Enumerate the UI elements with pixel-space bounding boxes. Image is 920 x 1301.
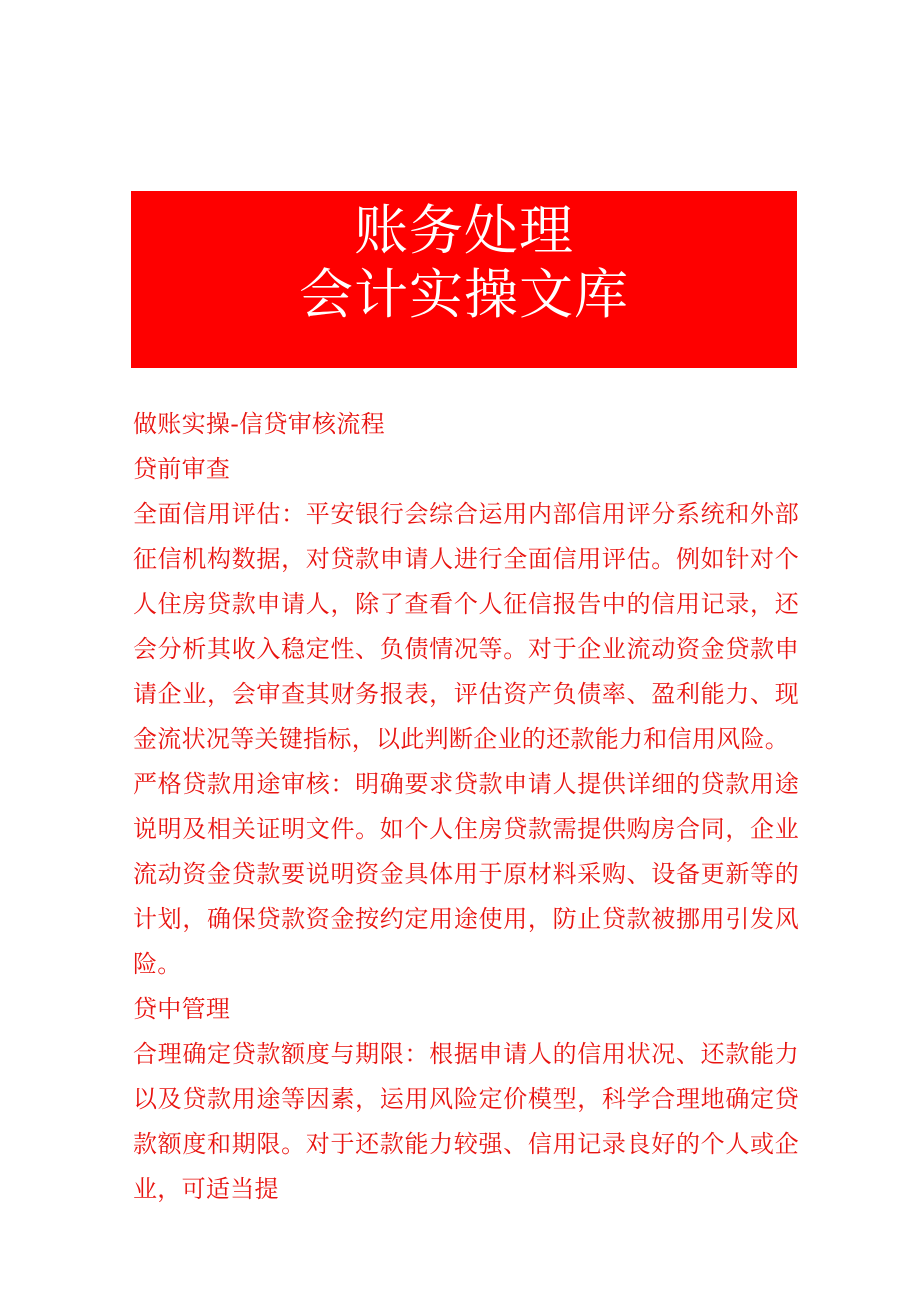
paragraph-loan-amount: 合理确定贷款额度与期限：根据申请人的信用状况、还款能力以及贷款用途等因素，运用风险定价模型，科学合理地确定贷款额度和期限。对于还款能力较强、信用记录良好的个人或企业，可适当提 [133,1040,799,1203]
section-heading-in-loan: 贷中管理 [133,995,231,1023]
document-title: 做账实操-信贷审核流程 [133,410,385,438]
section-heading-pre-loan: 贷前审查 [133,455,231,483]
document-body [133,402,799,1212]
header-banner [131,191,797,368]
banner-title-line1: 账务处理 [354,199,574,262]
paragraph-loan-purpose: 严格贷款用途审核：明确要求贷款申请人提供详细的贷款用途说明及相关证明文件。如个人住房贷款需提供购房合同，企业流动资金贷款要说明资金具体用于原材料采购、设备更新等的计划，确保贷款资金按约定用途使用，防止贷款被挪用引发风险。 [133,770,799,978]
paragraph-credit-assessment: 全面信用评估：平安银行会综合运用内部信用评分系统和外部征信机构数据，对贷款申请人进行全面信用评估。例如针对个人住房贷款申请人，除了查看个人征信报告中的信用记录，还会分析其收入稳定性、负债情况等。对于企业流动资金贷款申请企业，会审查其财务报表，评估资产负债率、盈利能力、现金流状况等关键指标，以此判断企业的还款能力和信用风险。 [133,500,799,753]
banner-title-line2: 会计实操文库 [299,263,629,326]
